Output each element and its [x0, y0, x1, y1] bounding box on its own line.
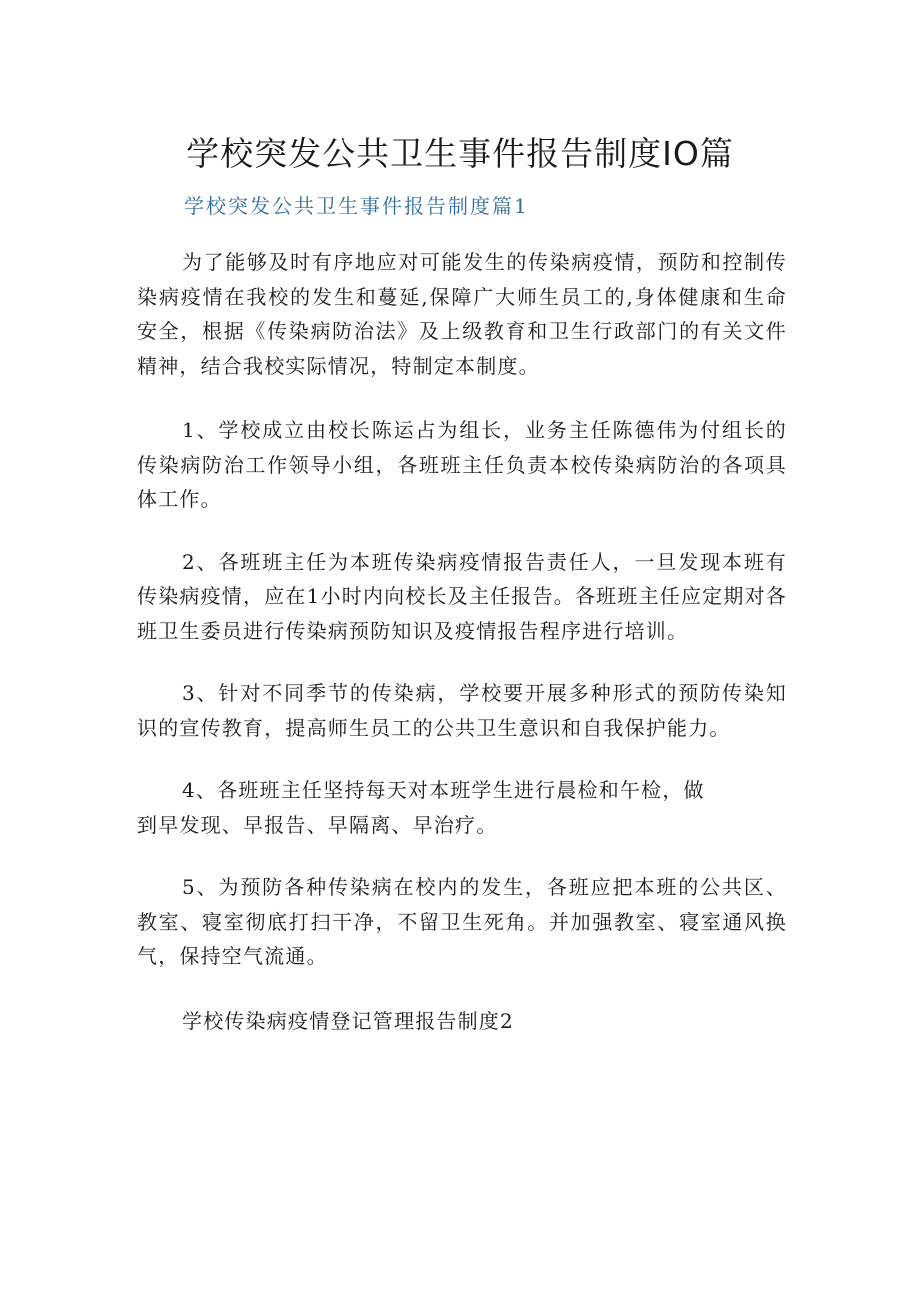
paragraph-item-4-line-2: 到早发现、早报告、早隔离、早治疗。	[137, 812, 498, 837]
section-2-heading: 学校传染病疫情登记管理报告制度2	[182, 1008, 514, 1033]
paragraph-intro: 为了能够及时有序地应对可能发生的传染病疫情，预防和控制传染病疫情在我校的发生和蔓延,保障广大师生员工的,身体健康和生命安全，根据《传染病防治法》及上级教育和卫生行政部门的有关文件精神，结合我校实际情况，特制定本制度。	[137, 250, 787, 378]
paragraph-item-4	[137, 773, 787, 842]
document-body	[137, 245, 787, 1038]
paragraph-item-3: 3、针对不同季节的传染病，学校要开展多种形式的预防传染知识的宣传教育，提高师生员工的公共卫生意识和自我保护能力。	[137, 681, 787, 740]
paragraph-item-5: 5、为预防各种传染病在校内的发生，各班应把本班的公共区、教室、寝室彻底打扫干净，不留卫生死角。并加强教室、寝室通风换气，保持空气流通。	[137, 875, 787, 968]
paragraph-item-2: 2、各班班主任为本班传染病疫情报告责任人，一旦发现本班有传染病疫情，应在1小时内向校长及主任报告。各班班主任应定期对各班卫生委员进行传染病预防知识及疫情报告程序进行培训。	[137, 549, 787, 643]
paragraph-item-1: 1、学校成立由校长陈运占为组长，业务主任陈德伟为付组长的传染病防治工作领导小组，各班班主任负责本校传染病防治的各项具体工作。	[137, 418, 787, 511]
document-title: 学校突发公共卫生事件报告制度IO篇	[186, 134, 734, 173]
paragraph-item-4-line-1: 4、各班班主任坚持每天对本班学生进行晨检和午检，做	[182, 778, 705, 802]
section-1-heading: 学校突发公共卫生事件报告制度篇1	[184, 194, 529, 218]
